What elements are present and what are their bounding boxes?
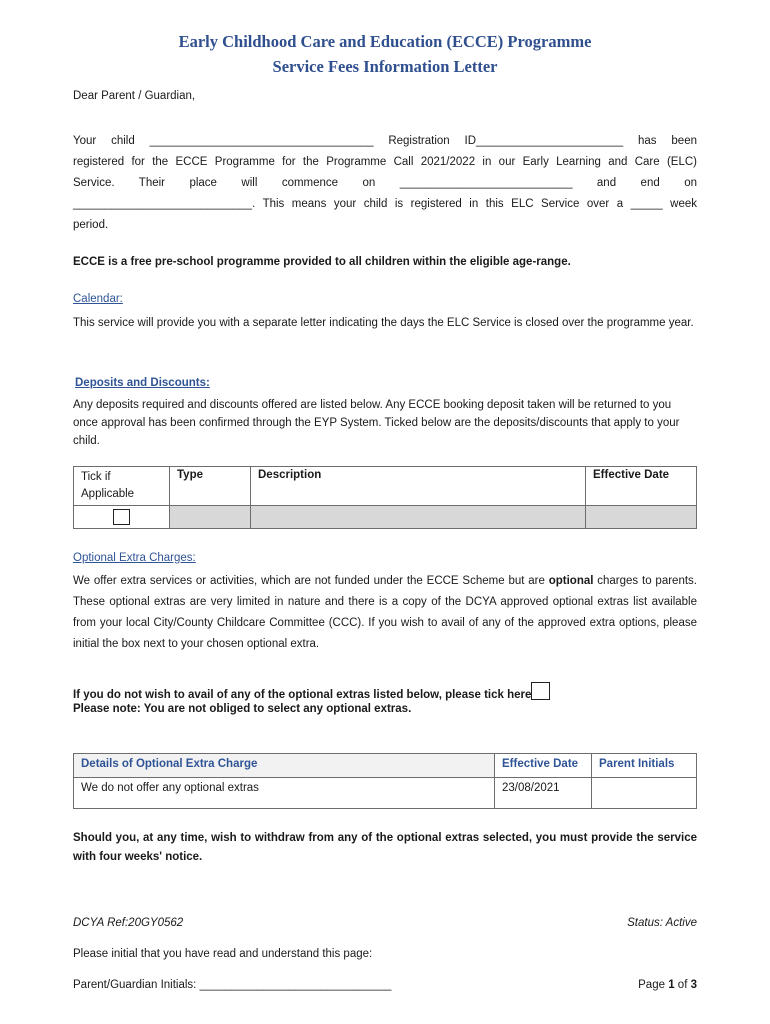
optional-extras-text: [73, 571, 697, 655]
optional-text-start: We offer extra services or activities, which are not funded under the ECCE Scheme but are: [73, 575, 549, 587]
applicable-checkbox[interactable]: [113, 509, 130, 525]
page-prefix: Page: [638, 979, 669, 991]
col-effective-date-header: Effective Date: [586, 467, 697, 506]
col-description-header: Description: [251, 467, 586, 506]
greeting: Dear Parent / Guardian,: [73, 90, 196, 102]
page-of: of: [674, 979, 691, 991]
col-type-header: Type: [170, 467, 251, 506]
page-current: 1: [668, 979, 675, 991]
type-cell[interactable]: [170, 506, 251, 529]
page-total: 3: [690, 979, 697, 991]
optional-emphasis: optional: [548, 575, 594, 587]
no-extras-checkbox[interactable]: [531, 682, 550, 700]
optional-text-end: charges to parents. These optional extras are very limited in nature and there is a copy of the DCYA approved optional extras list available from your local City/County Childcare Committee (CCC). If you wish to avail of any of the approved extra options, please initial the box next to your chosen optional extra.: [73, 575, 697, 650]
tick-cell: [74, 506, 170, 529]
dcya-reference: DCYA Ref:20GY0562: [73, 917, 184, 929]
initial-prompt: Please initial that you have read and understand this page:: [73, 948, 373, 960]
optional-extras-table: [73, 753, 697, 809]
free-programme-statement: ECCE is a free pre-school programme provided to all children within the eligible age-range.: [73, 256, 571, 268]
intro-line: ____________________________. This means your child is registered in this ELC Service over a _____ week: [73, 198, 697, 210]
calendar-heading: Calendar:: [73, 293, 123, 305]
intro-line: Service. Their place will commence on ___________________________ and end on: [73, 177, 697, 189]
effective-date-cell[interactable]: [586, 506, 697, 529]
intro-line: period.: [73, 219, 109, 231]
calendar-text: This service will provide you with a separate letter indicating the days the ELC Service is closed over the programme year.: [73, 317, 694, 329]
parent-initials-line[interactable]: Parent/Guardian Initials: ______________________________: [73, 979, 392, 991]
page-title: Early Childhood Care and Education (ECCE) Programme: [178, 32, 592, 51]
not-obliged-note: Please note: You are not obliged to select any optional extras.: [73, 703, 412, 715]
details-header: Details of Optional Extra Charge: [74, 754, 495, 778]
withdraw-notice: Should you, at any time, wish to withdraw from any of the optional extras selected, you must provide the service with four weeks' notice.: [73, 832, 697, 863]
optional-extras-heading: Optional Extra Charges:: [73, 552, 196, 564]
no-extras-label: If you do not wish to avail of any of the optional extras listed below, please tick here: [73, 689, 532, 701]
parent-initials-cell[interactable]: [592, 778, 697, 809]
page-subtitle: Service Fees Information Letter: [272, 57, 498, 76]
page-number: [638, 979, 697, 991]
no-extras-statement: [73, 682, 550, 701]
deposits-table: [73, 466, 697, 529]
deposits-heading: Deposits and Discounts:: [75, 377, 210, 389]
description-cell[interactable]: [251, 506, 586, 529]
extra-date-cell: 23/08/2021: [495, 778, 592, 809]
parent-initials-header: Parent Initials: [592, 754, 697, 778]
intro-paragraph: [73, 131, 697, 236]
status-label: Status: Active: [627, 917, 697, 929]
extra-detail-cell: We do not offer any optional extras: [74, 778, 495, 809]
intro-line: Your child ___________________________________ Registration ID_______________________ has been: [73, 135, 697, 147]
effective-date-header: Effective Date: [495, 754, 592, 778]
intro-line: registered for the ECCE Programme for the Programme Call 2021/2022 in our Early Learning and Care (ELC): [73, 156, 697, 168]
col-tick-header: Tick if Applicable: [74, 467, 170, 506]
deposits-text: Any deposits required and discounts offered are listed below. Any ECCE booking deposit taken will be returned to you once approval has been confirmed through the EYP System. Ticked below are the deposits/discounts that apply to your child.: [73, 399, 680, 447]
